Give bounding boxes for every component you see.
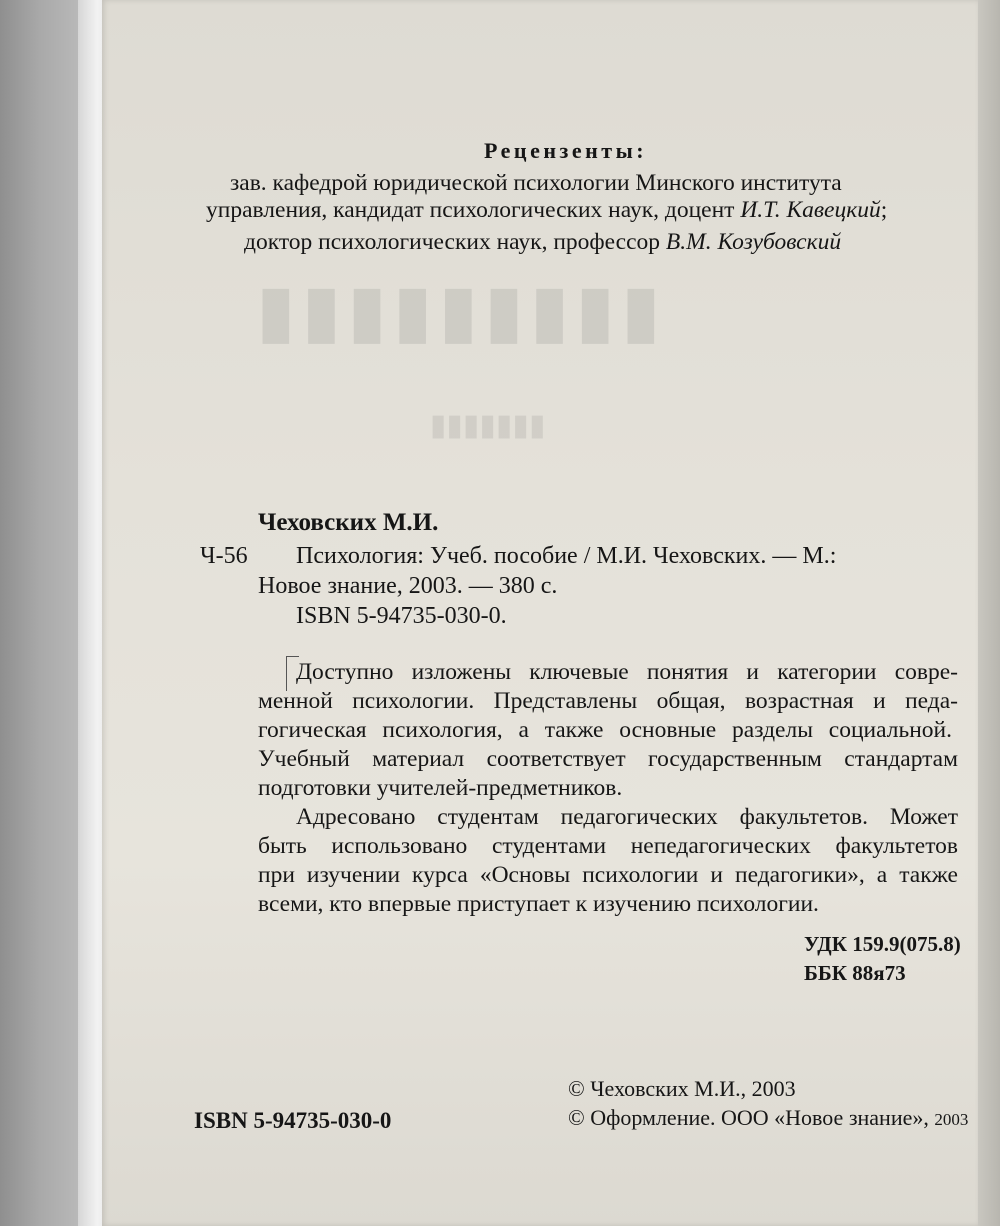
abstract-p1-line-4: Учебный материал соответствует государственным стандартам: [258, 746, 958, 772]
udk-code: УДК 159.9(075.8): [804, 932, 961, 956]
abstract-p1-line-1: Доступно изложены ключевые понятия и категории совре-: [296, 659, 958, 685]
copyright-author: © Чеховских М.И., 2003: [568, 1076, 796, 1101]
reviewer-1-title: управления, кандидат психологических наук, доцент: [206, 197, 741, 223]
show-through-title: ▮▮▮▮▮▮▮▮▮: [250, 271, 661, 351]
reviewer-line-2: [206, 196, 887, 225]
bibliographic-isbn: ISBN 5-94735-030-0.: [296, 603, 507, 629]
abstract-p2-line-2: быть использовано студентами непедагогических факультетов: [258, 833, 958, 859]
bibliographic-line-2: Новое знание, 2003. — 380 с.: [258, 573, 558, 599]
reviewers-heading: Рецензенты:: [484, 138, 648, 163]
abstract-p2-line-3: при изучении курса «Основы психологии и педагогики», а также: [258, 862, 958, 888]
abstract-p2-line-4: всеми, кто впервые приступает к изучению психологии.: [258, 891, 819, 917]
footer-isbn: ISBN 5-94735-030-0: [194, 1108, 392, 1133]
bibliographic-line-1: Психология: Учеб. пособие / М.И. Чеховских. — М.:: [296, 543, 837, 569]
abstract-p1-line-2: менной психологии. Представлены общая, возрастная и педа-: [258, 688, 958, 714]
bbk-code: ББК 88я73: [804, 961, 906, 985]
author-code: Ч-56: [200, 543, 248, 569]
abstract-p1-line-3: гогическая психология, а также основные разделы социальной.: [258, 717, 952, 743]
copyright-design: [568, 1103, 968, 1134]
reviewer-1-name: И.Т. Кавецкий: [740, 197, 881, 223]
reviewer-2-title: доктор психологических наук, профессор: [244, 229, 666, 255]
book-right-edge: [978, 0, 1000, 1226]
abstract-p1-line-5: подготовки учителей-предметников.: [258, 775, 623, 801]
reviewer-2-name: В.М. Козубовский: [665, 229, 842, 255]
reviewer-line-3: [244, 228, 841, 257]
copyright-design-text: © Оформление. ООО «Новое знание»,: [568, 1105, 929, 1130]
reviewer-1-punct: ;: [880, 197, 888, 223]
abstract-p2-line-1: Адресовано студентам педагогических факультетов. Может: [296, 804, 958, 830]
copyright-design-year: 2003: [934, 1110, 969, 1129]
show-through-subtitle: ▮▮▮▮▮▮▮: [430, 409, 546, 442]
reviewer-line-1: зав. кафедрой юридической психологии Минского института: [230, 170, 842, 196]
author-name: Чеховских М.И.: [258, 509, 439, 536]
